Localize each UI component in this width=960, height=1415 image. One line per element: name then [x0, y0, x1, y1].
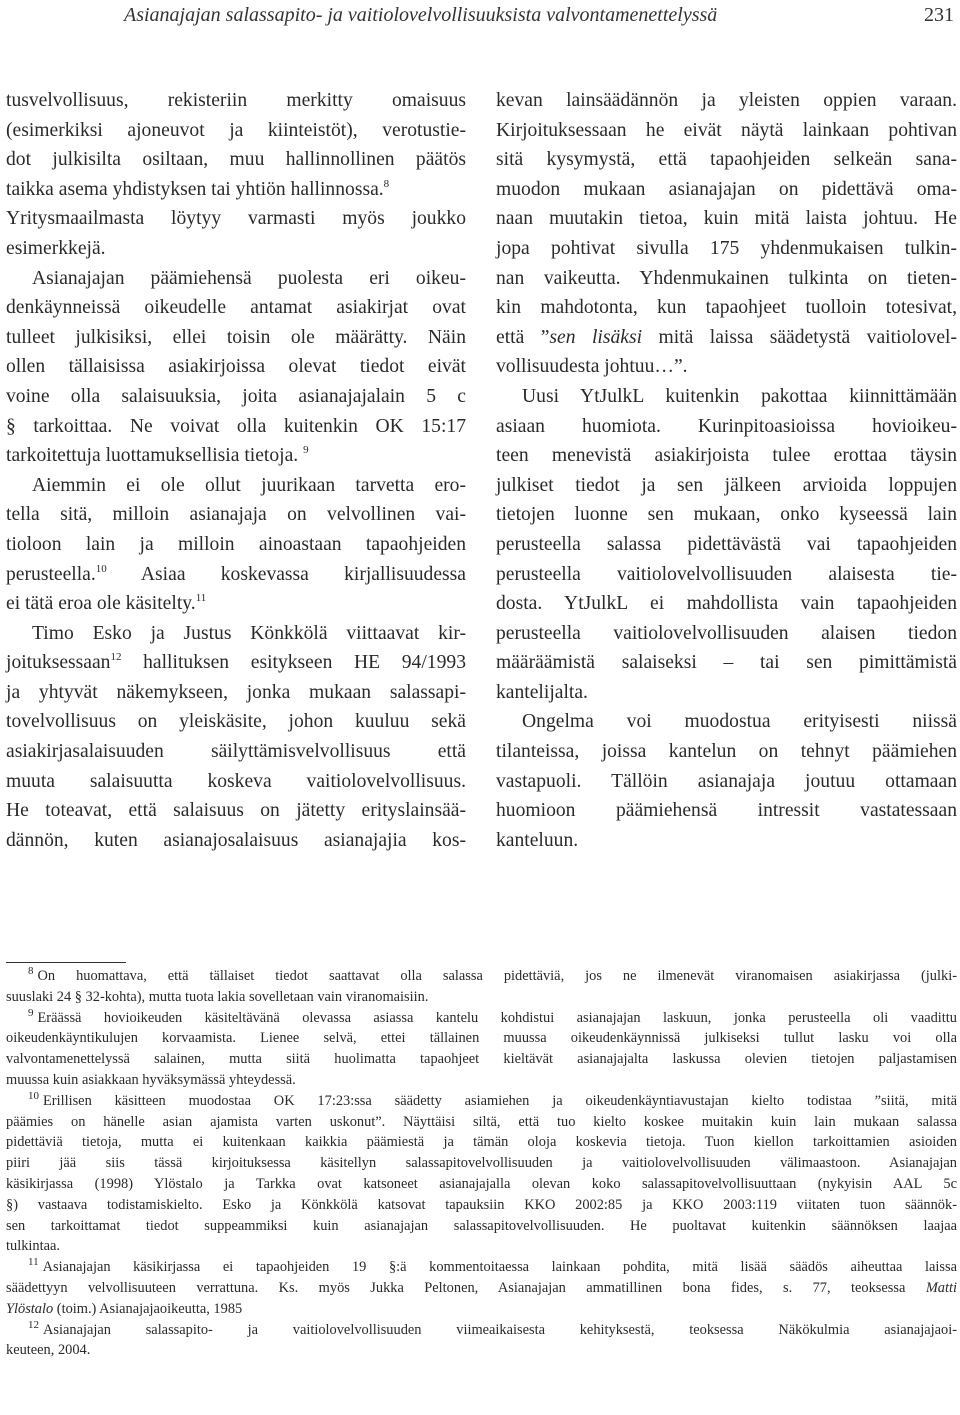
footnote-ref[interactable]: 10	[95, 562, 107, 575]
text-line: vastapuoli. Tällöin asianajaja joutuu ottamaan	[496, 770, 957, 792]
text-line: Aiemmin ei ole ollut juurikaan tarvetta ero-	[32, 474, 466, 496]
running-header-title: Asianajajan salassapito- ja vaitiolovelvollisuuksista valvontamenettelyssä	[124, 4, 718, 26]
footnote-line: §) vastaava todistamiskielto. Esko ja Könkkölä katsovat tapauksiin KKO 2002:85 ja KKO 2003:119 viitaten tuon säännök-	[6, 1196, 957, 1213]
text-line: dot julkisilta osiltaan, muu hallinnollinen päätös	[6, 149, 466, 171]
text-line: tovelvollisuus on yleiskäsite, johon kuuluu sekä	[6, 711, 466, 733]
text-line: tusvelvollisuus, rekisteriin merkitty omaisuus	[6, 90, 466, 111]
text-line: dännön, kuten asianajosalaisuus asianajajia kos-	[6, 829, 466, 851]
footnote-line: $^{11}$ Asianajajan käsikirjassa ei tapaohjeiden 19 §:ä kommentoitaessa lainkaan pohdita, mitä lisää säädös aiheuttaa laissa	[28, 1256, 957, 1276]
text-line: denkäynneissä oikeudelle antamat asiakirjat ovat	[6, 297, 466, 319]
text-line: määräämistä salaiseksi – tai sen pimittämistä	[496, 652, 957, 674]
footnotes	[6, 966, 957, 1361]
text-line: jopa pohtivat sivulla 175 yhdenmukaisen tulkin-	[496, 237, 957, 259]
footnote-number: 8	[28, 965, 34, 977]
text-line: perusteella.$^{10}$ Asiaa koskevassa kirjallisuudessa	[6, 562, 466, 585]
text-line: muuta salaisuutta koskeva vaitiolovelvollisuus.	[6, 770, 466, 792]
text-line: muodon mukaan asianajajan on pidettävä oma-	[496, 178, 957, 200]
text-line: julkiset tiedot ja sen jälkeen arvioida loppujen	[496, 474, 957, 496]
footnote-ref[interactable]: 12	[110, 651, 122, 664]
footnote-line: $^8$ On huomattava, että tällaiset tiedot saattavat olla salassa pidettäviä, jos ne ilmenevät viranomaisen asiakirjassa (julki-	[28, 965, 957, 984]
text-line: Kirjoituksessaan he eivät näytä lainkaan pohtivan	[496, 119, 957, 141]
text-line: tulleet julkisiksi, ellei toisin ole määrätty. Näin	[6, 326, 466, 348]
footnote-line: $^{10}$ Erillisen käsitteen muodostaa OK 17:23:ssa säädetty asiamiehen ja oikeudenkäyntiavustajan kielto todistaa ”siitä, mitä	[28, 1089, 957, 1109]
footnote-line: sen tarkoittamat tiedot suppeammiksi kuin asianajajan salassapitovelvollisuuden. He puoltavat kuitenkin säännöksen laajaa	[6, 1217, 957, 1234]
footnote-divider	[6, 962, 126, 963]
text-line: ja yhtyvät näkemykseen, jonka mukaan salassapi-	[6, 681, 466, 703]
footnote-ref[interactable]: 8	[383, 177, 390, 190]
text-line: naan muutakin tietoa, kuin mitä laista johtuu. He	[496, 208, 957, 230]
text-line: asiaan huomiota. Kurinpitoasioissa hovioikeu-	[496, 415, 957, 437]
text-line: kevan lainsäädännön ja yleisten oppien varaan.	[496, 90, 957, 111]
text-line: teen menevistä asiakirjoista tulee erottaa täysin	[496, 445, 957, 467]
text-line: perusteella vaitiolovelvollisuuden alaisen tiedon	[496, 622, 957, 644]
footnote-ref[interactable]: 9	[303, 444, 309, 457]
text-line: (esimerkiksi ajoneuvot ja kiinteistöt), verotustie-	[6, 119, 466, 141]
text-line: kanteluun.	[496, 829, 579, 851]
text-line: ei tätä eroa ole käsitelty.$^{11}$	[6, 592, 207, 615]
footnote-line: Ylöstalo (toim.) Asianajajaoikeutta, 1985	[6, 1300, 243, 1317]
footnote-number: 9	[28, 1006, 34, 1019]
text-line: esimerkkejä.	[6, 237, 106, 259]
footnote-line: piiri jää siis tässä kirjoituksessa käsitellyn salassapitovelvollisuuden ja vaitiolovelvollisuuden välimaastoon. Asianajajan	[6, 1155, 957, 1172]
text-line: ollen tällaisissa asiakirjoissa olevat tiedot eivät	[6, 356, 466, 378]
paragraph	[6, 264, 466, 471]
footnote-number: 10	[28, 1089, 39, 1102]
right-column	[496, 86, 957, 855]
text-line: He toteavat, että salaisuus on jätetty erityslainsää-	[6, 800, 466, 822]
footnote-line: $^{12}$ Asianajajan salassapito- ja vaitiolovelvollisuuden viimeaikaisesta kehityksestä, teoksessa Näkökulmia asianajajaoi-	[28, 1318, 957, 1338]
paragraph	[496, 707, 957, 855]
text-line: tella sitä, milloin asianajaja on velvollinen vai-	[6, 504, 466, 526]
paragraph	[6, 471, 466, 619]
paragraph	[6, 86, 466, 264]
footnote-line: suuslaki 24 § 32-kohta), mutta tuota lakia sovelletaan vain viranomaisiin.	[6, 988, 429, 1005]
footnote-8	[6, 966, 957, 1008]
text-line: joituksessaan$^{12}$ hallituksen esitykseen HE 94/1993	[6, 651, 466, 674]
text-line: dosta. YtJulkL ei mahdollista vain tapaohjeiden	[496, 593, 957, 615]
paragraph	[6, 619, 466, 856]
footnote-line: valvontamenettelyssä salainen, mutta siitä huolimatta tapaohjeet kieltävät asianajajalta laskussa olevien tietojen paljastamisen	[6, 1051, 957, 1068]
text-line: että ”sen lisäksi mitä laissa säädetystä vaitiolovel-	[496, 326, 958, 348]
footnote-12	[6, 1320, 957, 1362]
text-line: nan vaikeutta. Yhdenmukainen tulkinta on tieten-	[496, 267, 957, 289]
footnote-line: $^9$ Eräässä hovioikeuden käsiteltävänä olevassa asiassa kantelu kohdistui asianajajan laskuun, jonka perusteella oli vaadittu	[28, 1006, 957, 1026]
footnote-line: keuteen, 2004.	[6, 1342, 91, 1359]
text-line: vollisuudesta johtuu…”.	[496, 356, 688, 378]
page-number: 231	[924, 4, 954, 26]
text-line: voine olla salaisuuksia, joita asianajajalain 5 c	[6, 385, 466, 407]
text-line: huomioon päämiehensä intressit vastatessaan	[496, 800, 957, 822]
left-column	[6, 86, 466, 855]
footnote-ref[interactable]: 11	[195, 592, 207, 605]
text-line: asiakirjasalaisuuden säilyttämisvelvollisuus että	[6, 741, 466, 763]
text-line: perusteella salassa pidettävästä vai tapaohjeiden	[496, 533, 957, 555]
text-line: tioloon lain ja milloin ainoastaan tapaohjeiden	[6, 533, 466, 555]
footnote-line: säädettyyn velvollisuuteen verrattuna. Ks. myös Jukka Peltonen, Asianajajan ammatillinen bona fides, s. 77, teoksessa Matti	[6, 1279, 957, 1296]
footnote-number: 12	[28, 1318, 39, 1331]
emphasis: sen lisäksi	[549, 326, 643, 348]
footnote-line: tulkintaa.	[6, 1238, 60, 1255]
text-line: Yritysmaailmasta löytyy varmasti myös joukko	[6, 208, 466, 230]
footnote-line: pidettäviä tietoja, mutta ei kuitenkaan kaikkia päämiestä ja tämän oloja koskevia tietoja. Tuon kiellon tarkoittamien asioiden	[6, 1134, 957, 1151]
footnote-9	[6, 1008, 957, 1091]
text-line: taikka asema yhdistyksen tai yhtiön hallinnossa.$^8$	[6, 177, 390, 200]
text-line: Ongelma voi muodostua erityisesti niissä	[522, 711, 957, 733]
text-line: kantelijalta.	[496, 681, 588, 703]
paragraph	[496, 86, 957, 382]
footnote-11	[6, 1257, 957, 1319]
footnote-line: päämies on hänelle asian ajamista varten uskonut”. Näyttäisi siltä, että tuo kielto koskee muitakin kuin lain mukaan salassa	[6, 1113, 957, 1130]
text-line: perusteella vaitiolovelvollisuuden alaisesta tie-	[496, 563, 957, 585]
text-line: kin mahdotonta, kun tapaohjeet tuolloin totesivat,	[496, 297, 957, 319]
text-line: sitä kysymystä, että tapaohjeiden selkeän sana-	[496, 149, 957, 171]
footnote-line: oikeudenkäyntikulujen korvaamista. Lienee selvä, ettei tällainen muussa oikeudenkäynnissä julkiseksi tullut lasku voi olla	[6, 1030, 957, 1047]
paragraph	[496, 382, 957, 708]
text-line: § tarkoittaa. Ne voivat olla kuitenkin OK 15:17	[6, 415, 466, 437]
text-line: Timo Esko ja Justus Könkkölä viittaavat kir-	[32, 622, 466, 644]
text-line: tilanteissa, joissa kantelun on tehnyt päämiehen	[496, 741, 957, 763]
footnote-number: 11	[28, 1256, 39, 1269]
footnote-10	[6, 1091, 957, 1257]
footnote-line: muussa kuin asiakkaan hyväksymässä yhteydessä.	[6, 1071, 296, 1088]
footnote-line: käsikirjassa (1998) Ylöstalo ja Tarkka ovat katsoneet asianajajalla olevan koko salassapitovelvollisuuttaan (nykyisin AAL 5c	[6, 1175, 957, 1192]
text-line: tietojen luonne sen mukaan, onko kyseessä lain	[496, 504, 957, 526]
text-line: Asianajajan päämiehensä puolesta eri oikeu-	[32, 267, 466, 289]
running-header	[124, 0, 954, 30]
text-line: Uusi YtJulkL kuitenkin pakottaa kiinnittämään	[522, 385, 957, 407]
text-line: tarkoitettuja luottamuksellisia tietoja. $^9$	[6, 444, 309, 467]
